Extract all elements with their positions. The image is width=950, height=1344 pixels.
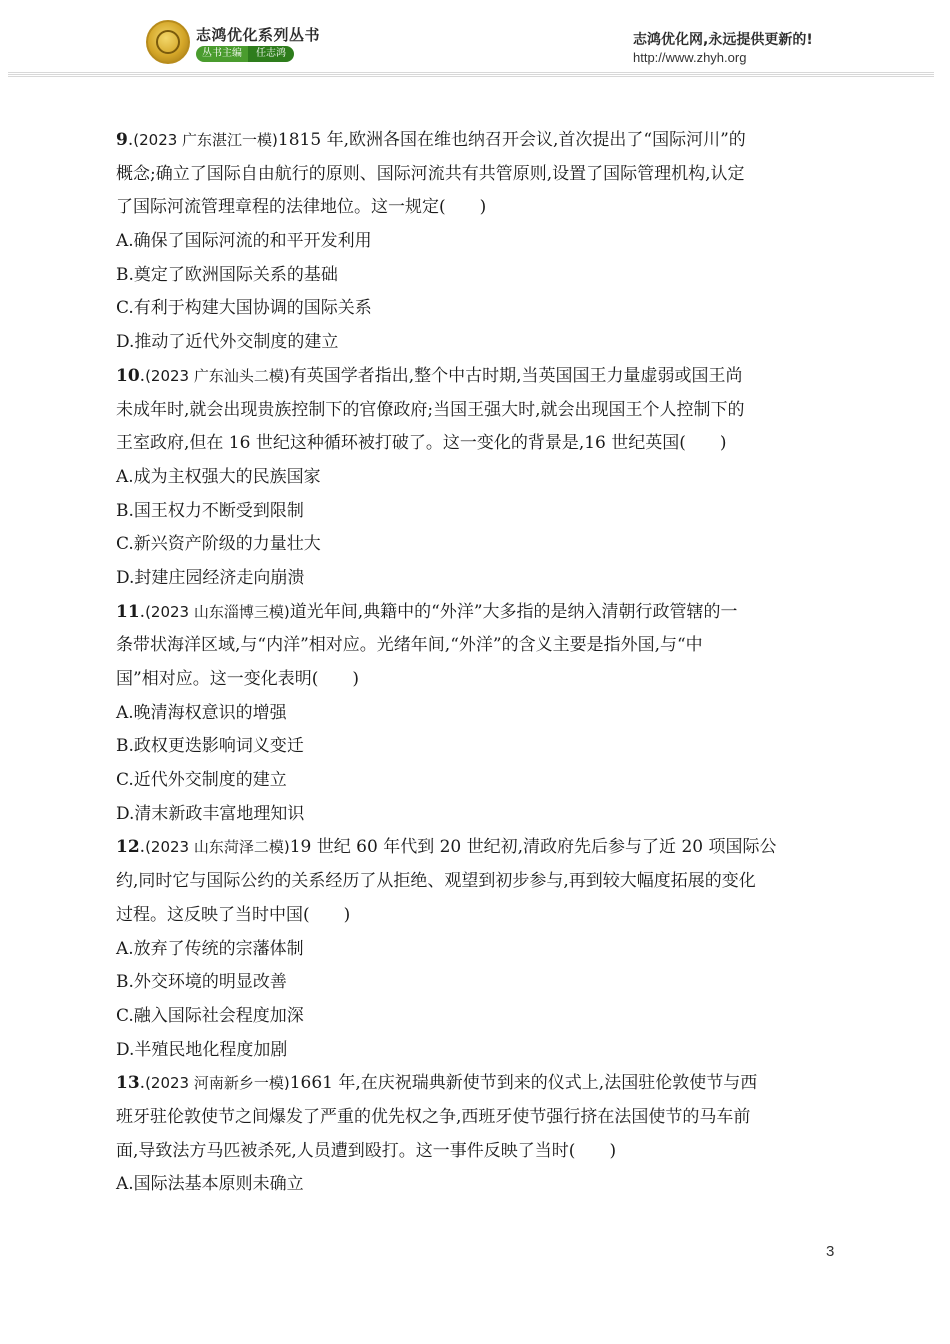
editor-label: 丛书主编: [196, 46, 248, 62]
site-slogan: 志鸿优化网,永远提供更新的!: [633, 32, 813, 48]
site-url[interactable]: http://www.zhyh.org: [633, 50, 747, 65]
option-a: A.国际法基本原则未确立: [116, 1174, 304, 1195]
option-c: C.新兴资产阶级的力量壮大: [116, 534, 321, 555]
option-b: B.奠定了欧洲国际关系的基础: [116, 264, 338, 285]
question-list: [116, 124, 836, 1202]
question-source: (2023 河南新乡一模): [145, 1074, 290, 1093]
question-text: 19 世纪 60 年代到 20 世纪初,清政府先后参与了近 20 项国际公: [289, 837, 777, 858]
question-number: 9: [116, 130, 128, 150]
option-a: A.成为主权强大的民族国家: [116, 466, 321, 487]
question-stem-line: 13.(2023 河南新乡一模)1661 年,在庆祝瑞典新使节到来的仪式上,法国驻伦敦使节与西: [116, 1073, 758, 1094]
question-stem-line: 11.(2023 山东淄博三模)道光年间,典籍中的“外洋”大多指的是纳入清朝行政管辖的一: [116, 601, 738, 622]
option-d: D.封建庄园经济走向崩溃: [116, 567, 305, 588]
question-text: 未成年时,就会出现贵族控制下的官僚政府;当国王强大时,就会出现国王个人控制下的: [116, 399, 745, 420]
question-number: 12: [116, 837, 140, 858]
question-text: 了国际河流管理章程的法律地位。这一规定( ): [116, 197, 487, 218]
question-stem-line: 10.(2023 广东汕头二模)有英国学者指出,整个中古时期,当英国国王力量虚弱或国王尚: [116, 365, 743, 386]
question-text: 面,导致法方马匹被杀死,人员遭到殴打。这一事件反映了当时( ): [116, 1140, 617, 1161]
question-source: (2023 广东汕头二模): [145, 366, 290, 385]
question-9: [116, 124, 836, 360]
question-text: 约,同时它与国际公约的关系经历了从拒绝、观望到初步参与,再到较大幅度拓展的变化: [116, 871, 756, 892]
question-text: 条带状海洋区域,与“内洋”相对应。光绪年间,“外洋”的含义主要是指外国,与“中: [116, 635, 703, 656]
question-text: 过程。这反映了当时中国( ): [116, 904, 351, 925]
question-text: 有英国学者指出,整个中古时期,当英国国王力量虚弱或国王尚: [289, 365, 743, 386]
question-text: 班牙驻伦敦使节之间爆发了严重的优先权之争,西班牙使节强行挤在法国使节的马车前: [116, 1106, 751, 1127]
page-number: 3: [826, 1243, 835, 1260]
option-d: D.半殖民地化程度加剧: [116, 1039, 288, 1060]
option-d: D.推动了近代外交制度的建立: [116, 332, 339, 353]
option-c: C.融入国际社会程度加深: [116, 1005, 304, 1026]
editor-badge: [196, 46, 294, 62]
option-a: A.确保了国际河流的和平开发利用: [116, 231, 372, 252]
question-text: 1661 年,在庆祝瑞典新使节到来的仪式上,法国驻伦敦使节与西: [289, 1073, 758, 1094]
question-text: 1815 年,欧洲各国在维也纳召开会议,首次提出了“国际河川”的: [277, 130, 746, 150]
page-header: [0, 0, 950, 82]
question-stem-line: 12.(2023 山东菏泽二模)19 世纪 60 年代到 20 世纪初,清政府先后参与了近 20 项国际公: [116, 837, 777, 858]
option-a: A.晚清海权意识的增强: [116, 702, 287, 723]
question-text: 概念;确立了国际自由航行的原则、国际河流共有共管原则,设置了国际管理机构,认定: [116, 163, 745, 184]
option-d: D.清末新政丰富地理知识: [116, 803, 305, 824]
question-stem-line: 9.(2023 广东湛江一模)1815 年,欧洲各国在维也纳召开会议,首次提出了“国际河川”的: [116, 130, 746, 150]
question-source: (2023 山东淄博三模): [145, 602, 290, 621]
editor-name: 任志鸿: [248, 46, 294, 62]
option-c: C.近代外交制度的建立: [116, 770, 287, 791]
option-a: A.放弃了传统的宗藩体制: [116, 938, 304, 959]
question-source: (2023 山东菏泽二模): [145, 838, 290, 857]
question-text: 王室政府,但在 16 世纪这种循环被打破了。这一变化的背景是,16 世纪英国( ): [116, 433, 727, 454]
option-b: B.国王权力不断受到限制: [116, 500, 304, 521]
option-b: B.政权更迭影响词义变迁: [116, 736, 304, 757]
question-text: 道光年间,典籍中的“外洋”大多指的是纳入清朝行政管辖的一: [289, 601, 738, 622]
question-12: [116, 831, 836, 1067]
question-text: 国”相对应。这一变化表明( ): [116, 669, 359, 689]
option-b: B.外交环境的明显改善: [116, 972, 287, 993]
question-number: 10: [116, 365, 140, 386]
option-c: C.有利于构建大国协调的国际关系: [116, 298, 372, 319]
question-source: (2023 广东湛江一模): [133, 131, 278, 149]
header-divider: [8, 72, 934, 78]
series-logo-icon: [146, 20, 190, 64]
question-13: [116, 1067, 836, 1202]
question-number: 11: [116, 601, 140, 622]
question-number: 13: [116, 1073, 140, 1094]
series-title: 志鸿优化系列丛书: [196, 26, 321, 44]
question-11: [116, 596, 836, 832]
question-10: [116, 360, 836, 596]
